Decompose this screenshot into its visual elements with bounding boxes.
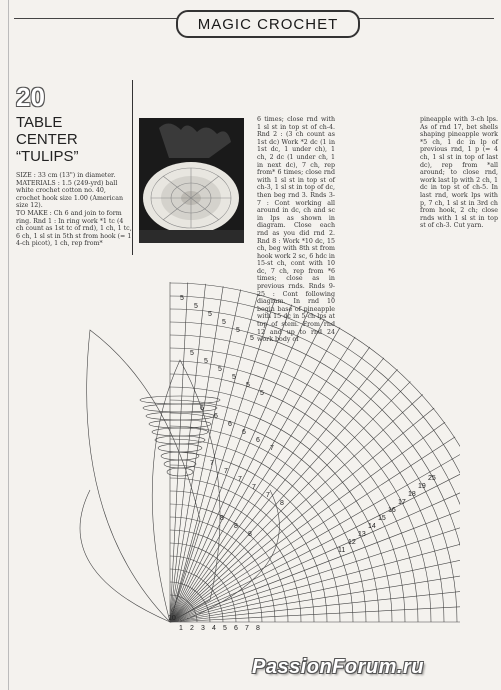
stitch-mark-label: 5 <box>222 319 226 326</box>
pineapple-shell <box>164 460 196 468</box>
round-label: 13 <box>358 531 366 538</box>
title-line-3: “TULIPS” <box>16 148 79 165</box>
stitch-mark-label: 5 <box>190 350 194 357</box>
stitch-mark-label: 5 <box>236 327 240 334</box>
round-label: 19 <box>418 483 426 490</box>
round-label: 12 <box>348 539 356 546</box>
site-watermark: PassionForum.ru <box>252 656 424 678</box>
stitch-mark-label: 5 <box>194 303 198 310</box>
stitch-mark-label: 7 <box>252 484 256 491</box>
intro-text <box>16 172 132 248</box>
round-label: 14 <box>368 523 376 530</box>
stitch-mark-label: 5 <box>180 295 184 302</box>
stitch-mark-label: 5 <box>260 390 264 397</box>
stitch-mark-label: 7 <box>210 460 214 467</box>
round-label: 11 <box>338 547 346 554</box>
stitch-mark-label: 7 <box>238 476 242 483</box>
round-label: 2 <box>190 625 194 632</box>
stitch-mark-label: 5 <box>246 382 250 389</box>
stitch-mark-label: 8 <box>234 523 238 530</box>
round-label: 16 <box>388 507 396 514</box>
radial-spoke <box>170 382 410 622</box>
doily-photo <box>139 118 244 243</box>
materials-text: MATERIALS : 1.5 (249-yrd) ball white crochet cotton no. 40, crochet hook size 1.00 (American size 12). <box>16 179 123 210</box>
round-label: 15 <box>378 515 386 522</box>
round-label: 8 <box>256 625 260 632</box>
radial-spoke <box>170 284 206 622</box>
stitch-mark-label: 8 <box>248 531 252 538</box>
title-line-2: CENTER <box>16 131 78 148</box>
stitch-mark-label: 7 <box>266 492 270 499</box>
stitch-mark-label: 6 <box>214 413 218 420</box>
stitch-mark-label: 6 <box>200 405 204 412</box>
doily-photo-art <box>139 118 244 243</box>
instructions-column-3: pineapple with 3-ch lps. As of rnd 17, bet shells shaping pineapple work *5 ch, 1 dc in lp of previous rnd, 1 p (= 4 ch, 1 sl st in top of last dc), rep from *all around; to close rnd, work last lp with 2 ch, 1 dc in top st of ch-5. In last rnd, work lps with p, 7 ch, 1 sl st in 3rd ch from hook, 2 ch; close rnds with 1 sl st in top st of ch-3. Cut yarn. <box>420 116 498 230</box>
stitch-mark-label: 6 <box>228 421 232 428</box>
round-label: 17 <box>398 499 406 506</box>
pineapple-shell <box>167 468 193 476</box>
title-divider <box>132 80 133 255</box>
pineapple-shell <box>143 404 217 412</box>
title-line-1: TABLE <box>16 114 63 131</box>
round-label: 10 <box>168 615 176 622</box>
round-label: 7 <box>245 625 249 632</box>
stitch-mark-label: 8 <box>280 500 284 507</box>
to-make-text: TO MAKE : Ch 6 and join to form ring. Rnd 1 : In ring work *1 tc (4 ch count as 1st tc of rnd), 1 ch, 1 tc, 6 ch, 1 sl st in 5th st from hook (= 1 4-ch picot), 1 ch, rep from* <box>16 209 132 248</box>
stitch-mark-label: 5 <box>204 358 208 365</box>
radial-spoke <box>170 305 292 622</box>
pattern-title <box>16 114 131 165</box>
stitch-mark-label: 6 <box>256 437 260 444</box>
crochet-diagram-art <box>30 270 460 650</box>
radial-spoke <box>170 337 355 622</box>
round-label: 18 <box>408 491 416 498</box>
stitch-mark-label: 5 <box>250 335 254 342</box>
round-label: 5 <box>223 625 227 632</box>
round-label: 6 <box>234 625 238 632</box>
stitch-mark-label: 8 <box>220 515 224 522</box>
stitch-mark-label: 7 <box>224 468 228 475</box>
stitch-mark-label: 5 <box>218 366 222 373</box>
pineapple-shell <box>155 436 205 444</box>
size-text: SIZE : 33 cm (13") in diameter. <box>16 172 116 179</box>
round-label: 4 <box>212 625 216 632</box>
pineapple-shell <box>158 444 202 452</box>
round-label: 3 <box>201 625 205 632</box>
stitch-mark-label: 6 <box>242 429 246 436</box>
round-label: 1 <box>179 625 183 632</box>
magazine-brand: MAGIC CROCHET <box>176 10 360 38</box>
round-arc <box>170 322 460 622</box>
pineapple-shell <box>161 452 199 460</box>
round-label: 25 <box>428 475 436 482</box>
radial-spoke <box>170 319 324 622</box>
stitch-mark-label: 7 <box>270 445 274 452</box>
pattern-number: 20 <box>16 82 45 112</box>
tulip-petal-center <box>152 360 220 622</box>
stitch-mark-label: 5 <box>232 374 236 381</box>
crochet-diagram <box>30 270 460 650</box>
round-arc <box>170 283 460 622</box>
instructions-column-2: 6 times; close rnd with 1 sl st in top st of ch-4. Rnd 2 : (3 ch count as 1st dc) Work *2 dc (1 in 1st dc, 1 under ch), 1 ch, 2 dc (1 under ch, 1 in next dc), 7 ch, rep from* 6 times; close rnd with 1 sl st in top st of ch-3, 1 sl st in top of dc, then beg rnd 3. Rnds 3-7 : Cont working all around in dc, ch and sc in lps as shown in diagram. Close each rnd as you did rnd 2. Rnd 8 : Work *10 dc, 15 ch, beg with 8th st from hook work 2 sc, 6 hdc in 15-st ch, cont with 10 dc, 7 ch, rep from *6 times; close as in previous rnds. Rnds 9-25 : Cont following diagram. In rnd 10 begin base of pineapple with 15 dc in 5-ch lps at top of stem. From rnd 12 and up to rnd 24 work body of <box>257 116 335 344</box>
stitch-mark-label: 5 <box>208 311 212 318</box>
